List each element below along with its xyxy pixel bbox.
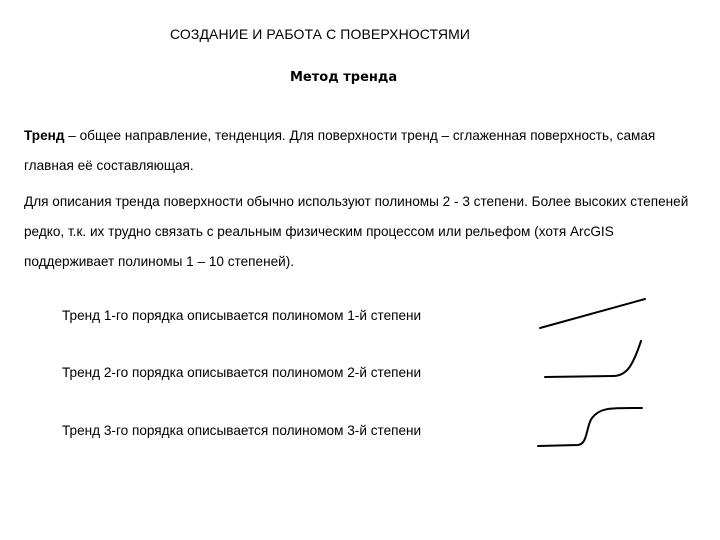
linear-curve-icon	[530, 290, 660, 340]
trend-order-1-text: Тренд 1-го порядка описывается полиномом 1-й степени	[62, 308, 422, 323]
section-subtitle: Метод тренда	[290, 70, 398, 85]
trend-order-3-text: Тренд 3-го порядка описывается полиномом 3-й степени	[62, 423, 422, 438]
trend-order-2-text: Тренд 2-го порядка описывается полиномом 2-й степени	[62, 365, 422, 380]
quadratic-curve-path	[545, 341, 641, 377]
cubic-curve-icon	[530, 398, 655, 458]
linear-curve-path	[540, 299, 645, 328]
paragraph-trend-definition	[24, 121, 704, 181]
trend-definition-text: – общее направление, тенденция. Для поверхности тренд – сглаженная поверхность, самая главная её составляющая.	[24, 128, 656, 173]
cubic-curve-path	[538, 408, 642, 446]
term-trend: Тренд	[24, 128, 65, 143]
document-title: СОЗДАНИЕ И РАБОТА С ПОВЕРХНОСТЯМИ	[170, 26, 470, 42]
paragraph-polynomials: Для описания тренда поверхности обычно используют полиномы 2 - 3 степени. Более высоких степеней редко, т.к. их трудно связать с реальным физическим процессом или рельефом (хотя ArcGIS поддерживает полиномы 1 – 10 степеней).	[24, 194, 689, 269]
quadratic-curve-icon	[535, 335, 655, 390]
